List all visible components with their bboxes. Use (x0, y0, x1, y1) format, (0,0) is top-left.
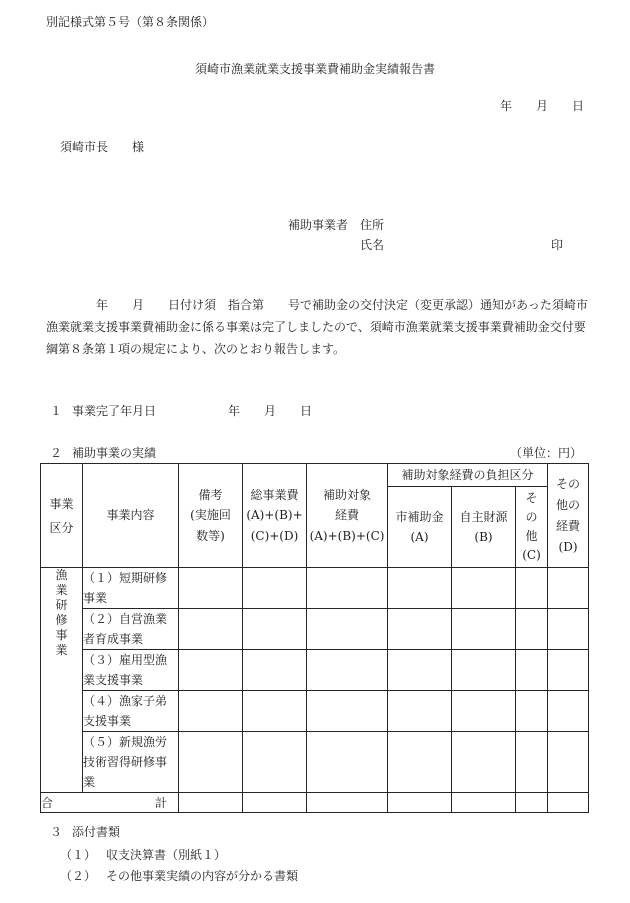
city-subsidy-cell (388, 568, 452, 609)
eligible-cost-cell (307, 691, 388, 732)
total-cost-cell (243, 609, 307, 650)
other-total-cell (516, 793, 548, 813)
total-cost-cell (243, 691, 307, 732)
table-row (41, 568, 589, 609)
category-label: 漁業研修事業 (55, 568, 68, 657)
remarks-cell (179, 732, 243, 793)
report-date-month: 月 (536, 99, 549, 113)
body-line: 綱第８条第１項の規定により、次のとおり報告します。 (46, 342, 346, 356)
eligible-cost-cell (307, 650, 388, 691)
content-cell: （１）短期研修事業 (83, 568, 179, 609)
total-label: 合計 (41, 795, 270, 810)
table-row (41, 609, 589, 650)
city-subsidy-total-cell (388, 793, 452, 813)
header-category: 事業 区分 (41, 464, 83, 568)
own-funds-cell (452, 691, 516, 732)
section2-number: ２ (50, 446, 63, 460)
header-other: そ の 他 (C) (516, 487, 548, 568)
report-date-day: 日 (572, 99, 585, 113)
other-cell (516, 732, 548, 793)
city-subsidy-cell (388, 732, 452, 793)
table-row (41, 650, 589, 691)
other-costs-total-cell (548, 793, 589, 813)
completion-date-year: 年 (228, 404, 241, 418)
other-costs-cell (548, 650, 589, 691)
header-city-subsidy: 市補助金 (A) (388, 487, 452, 568)
own-funds-cell (452, 732, 516, 793)
city-subsidy-cell (388, 609, 452, 650)
applicant-label: 補助事業者 (288, 218, 349, 232)
total-cost-cell (243, 732, 307, 793)
eligible-cost-cell (307, 732, 388, 793)
other-cell (516, 691, 548, 732)
section1-label: 事業完了年月日 (72, 404, 157, 418)
remarks-cell (179, 568, 243, 609)
own-funds-cell (452, 650, 516, 691)
header-row (41, 464, 589, 487)
unit-label: （単位：円） (510, 446, 583, 460)
attachment-item-number: （１） (60, 848, 97, 862)
other-costs-cell (548, 609, 589, 650)
other-costs-cell (548, 691, 589, 732)
header-other-costs: その 他の 経費 (D) (548, 464, 589, 568)
completion-date-day: 日 (300, 404, 313, 418)
results-table (40, 463, 589, 813)
other-cell (516, 609, 548, 650)
form-number: 別記様式第５号（第８条関係） (46, 15, 215, 29)
header-burden-group: 補助対象経費の負担区分 (388, 464, 548, 487)
content-cell: （４）漁家子弟支援事業 (83, 691, 179, 732)
content-cell: （２）自営漁業者育成事業 (83, 609, 179, 650)
report-date-year: 年 (500, 99, 513, 113)
name-label: 氏名 (360, 238, 385, 252)
content-cell: （５）新規漁労技術習得研修事業 (83, 732, 179, 793)
eligible-cost-cell (307, 609, 388, 650)
completion-date-month: 月 (264, 404, 277, 418)
address-label: 住所 (360, 218, 385, 232)
section3-number: ３ (50, 825, 63, 839)
header-total-cost: 総事業費 (A)+(B)+ (C)+(D) (243, 464, 307, 568)
eligible-cost-total-cell (307, 793, 388, 813)
document-title: 須崎市漁業就業支援事業費補助金実績報告書 (194, 62, 435, 76)
city-subsidy-cell (388, 650, 452, 691)
own-funds-total-cell (452, 793, 516, 813)
header-remarks: 備考 (実施回 数等) (179, 464, 243, 568)
category-cell (41, 568, 83, 793)
other-cell (516, 568, 548, 609)
header-eligible-cost: 補助対象 経費 (A)+(B)+(C) (307, 464, 388, 568)
section3-label: 添付書類 (72, 825, 121, 839)
total-label-cell (41, 793, 270, 813)
header-content: 事業内容 (83, 464, 179, 568)
total-cost-cell (243, 568, 307, 609)
own-funds-cell (452, 568, 516, 609)
eligible-cost-cell (307, 568, 388, 609)
remarks-cell (179, 650, 243, 691)
other-costs-cell (548, 568, 589, 609)
other-cell (516, 650, 548, 691)
other-costs-cell (548, 732, 589, 793)
addressee-name: 須崎市長 (60, 140, 109, 154)
table-row (41, 732, 589, 793)
city-subsidy-cell (388, 691, 452, 732)
section1-number: １ (50, 404, 63, 418)
remarks-cell (179, 691, 243, 732)
addressee-honorific: 様 (132, 140, 145, 154)
seal-mark: 印 (551, 238, 564, 252)
attachment-item-number: （２） (60, 869, 97, 883)
header-own-funds: 自主財源 (B) (452, 487, 516, 568)
total-cost-cell (243, 650, 307, 691)
attachment-item-text: 収支決算書（別紙１） (106, 848, 227, 862)
body-line: 漁業就業支援事業費補助金に係る事業は完了しましたので、須崎市漁業就業支援事業費補助金交付要 (46, 320, 586, 334)
remarks-cell (179, 609, 243, 650)
body-line: 年 月 日付け須 指合第 号で補助金の交付決定（変更承認）通知があった須崎市 (96, 298, 588, 312)
section2-label: 補助事業の実績 (72, 446, 157, 460)
table-row (41, 691, 589, 732)
total-row (41, 793, 589, 813)
own-funds-cell (452, 609, 516, 650)
content-cell: （３）雇用型漁業支援事業 (83, 650, 179, 691)
attachment-item-text: その他事業実績の内容が分かる書類 (106, 869, 299, 883)
